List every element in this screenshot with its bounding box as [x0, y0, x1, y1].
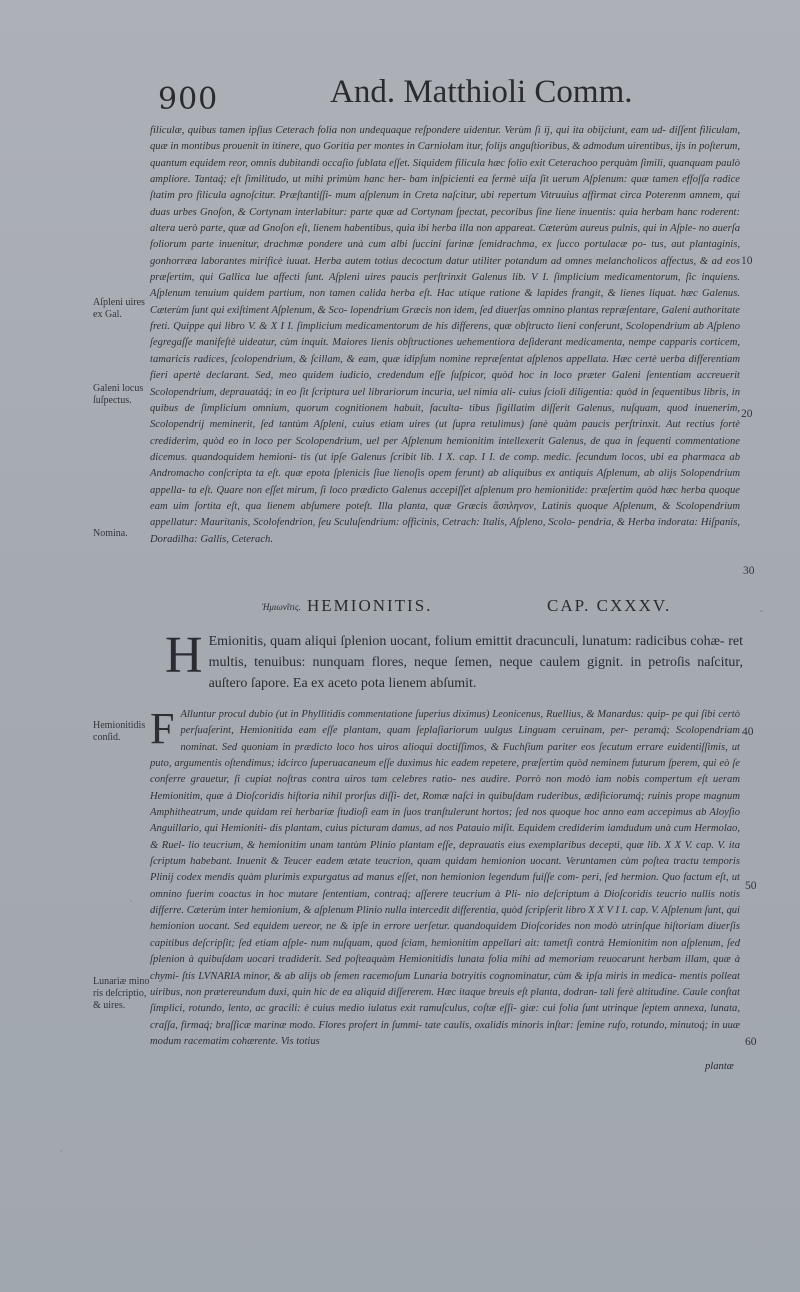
dioscorides-text [165, 627, 743, 694]
commentary-block-2-body: Alluntur procul dubio (ut in Phyllitidis commentatione ſuperius diximus) Leonicenus, Ruellius, & Manardus: quip- pe qui ſibi certò perſuaſerint, Hemionitida eam eſſe plantam, quam ſeplaſiariorum uulgus Linguam ceruinam, per- peramq́; Scolopendriam nominat. Sed quoniam in prædicto loco hos uiros alioqui doctiſſimos, & Fuchſium pariter eos ſecutum errare euidentiſſimis, ut puto, argumentis oſtendimus; idcirco ſuperuacaneum eſſe duximus hic eadem repetere, præſertim quòd neminem futurum ſperem, qui eò ſe conferre grauetur, ſi cupiat noſtras contra uiros tam celebres ratio- nes audire. Porrò non modò iam nobis compertum eſt ueram Hemionitim, quæ à Dioſcoridis hiſtoria nihil prorſus diſſi- det, Romæ naſci in quibuſdam ruderibus, ædificiorumq́; ruinis prope magnum Amphitheatrum, unde quidam rei herbariæ ſtudioſi eam in ſuos tranſtulerunt hortos; ſed nos quoque hoc anno eam accepimus ab Aloyſio Anguillario, qui Hemioniti- dis plantam, cuius picturam damus, ad nos Patauio miſit. Equidem crediderim iamdudum unà cum Hermolao, & Ruel- lio teucrium, & hemionitim unam tantùm Plinio plantam eſſe, deprauatis eius exemplaribus decepti, quæ lib. X X V. cap. V. ita ſcriptum habebant. Inuenit & Teucer eadem ætate teucrion, quam quidam hemionion uocant. Veruntamen cùm poſtea tractu temporis Plinij codex mendis quàm plurimis expurgatus ad manus eſſet, non hemionion legendum fuiſſe com- peri, ſed hermion. Quo factum eſt, ut omnino fuerim coactus in hoc mutare ſententiam, contraq́; aſſerere teucrium à Pli- nio deſcriptum à Dioſcoridis teucrio nullis notis differre. Cæterùm inter hemionium, & aſplenum Plinio nulla intercedit differentia, quòd ſcripſerit libro X X V I I. cap. V. Aſplenum ſunt, qui hemionion uocant. Sed equidem uereor, ne & ipſe in errore uerſetur. quandoquidem Dioſcorides non modò utrinſque hiſtoriam diuerſis capitibus deſcripſit; ſed etiam aſple- num nuſquam, quod ſciam, hemionitim appellari ait: tametſi contrà Hemionitim non aſplenum, ſed ſplenion à quibuſdam uocari tradiderit. Sed poſteaquàm Hemionitidis lunata folia mihi ad memoriam reuocarunt herbam illam, quæ à chymi- ſtis LVNARIA minor, & ab alijs ob ſemen racemoſum Lunaria botryitis cognominatur, cùm & ipſa miris in medica- mentis polleat uiribus, non prætereundum duxi, quin hic de ea aliquid diſſererem. Hæc itaque breuis eſt planta, dodran- tali ferè altitudine. Caule conſtat ſimplici, rotundo, lento, ac gracili: è cuius medio iulatus exit ramuſculus, coſtæ eſſi- giæ: cui folia ſunt utrinque ſeptem annexa, lunata, craſſa, firmaq́; braſſicæ marinæ modo. Flores profert in ſummi- tate caulis, oxalidis minoris inſtar: ſemine rufo, rotundo, minutoq́; in uuæ modum racematim cohærente. Vis totius [150, 709, 740, 1047]
line-number: 60 [745, 1036, 757, 1048]
dioscorides-text-body: Emionitis, quam aliqui ſplenion uocant, folium emittit dracunculi, lunatum: radicibus cohæ- ret multis, tenuibus: nunquam flores, neque ſemen, neque caulem gignit. in petroſis naſcitur, auſtero ſapore. Ea ex aceto pota lienem abſumit. [208, 634, 743, 691]
line-number: 40 [742, 726, 754, 738]
paper-speck [130, 900, 132, 902]
paper-speck [760, 610, 763, 612]
margin-note-galeni-locus: Galeni locus ſuſpectus. [93, 383, 144, 406]
catchword: plantæ [705, 1061, 734, 1072]
line-number: 10 [741, 255, 753, 267]
margin-note-aspleni-uires: Aſpleni uires ex Gal. [93, 297, 145, 320]
chapter-greek-name: Ἡμιωνῖτις. [262, 602, 301, 612]
drop-cap-f: F [150, 704, 175, 753]
running-head: And. Matthioli Comm. [330, 74, 633, 110]
commentary-block-1: filiculæ, quibus tamen ipſius Ceterach folia non undequaque reſpondere uidentur. Verùm ſi ij, qui ita obijciunt, eam ud- diſſent filiculam, quæ in montibus prouenit in itinere, quo Goritia per montes in Carniolam itur, folijs anguſtioribus, & admodum uirentibus, ijs in poſterum, quantum equidem reor, omnis dubitandi occaſio ſublata eſſet. Siquidem filicula hæc folio exit Ceterachoo perquàm ſimili, quanquam paulò ampliore. Tantaq́; eſt ſimilitudo, ut mihi primùm hanc her- bam inſpicienti ea fermè uiſa ſit uerum Aſplenum: quæ tamen effoſſa radice ſtatim pro filicula agnoſcitur. Præſtantiſſi- mum aſplenum in Creta naſcitur, ubi repertum Vitruuius affirmat circa Poterenm amnem, qui duas urbes Gnoſon, & Cortynam interlabitur: parte quæ ad Cortynam ſpectat, pecoribus ſine liene inuentis: quia herbam hanc roderent: altera uerò parte, quæ ad Gnoſon eſt, lienem habentibus, quia ibi herba illa non appareat. Cæterùm aureus pulnis, qui in Aſple- no auerſa foliorum parte inuenitur, drachmæ pondere unà cum albi ſuccini farinæ ſemidrachma, ex ſucco portulacæ po- tus, aut plantaginis, gonhorræa laborantes mirificè iuuat. Herba autem totius decoctum datur utiliter potandum ad omnes melancholicos affectus, & ad eos præſertim, qui Gallica lue affecti ſunt. Aſpleni uires paucis perſtrinxit Galenus lib. V I. ſimplicium medicamentorum, ſic inquiens. Aſplenum tenuium quidem partium, non tamen calida herba eſt. Hac utique ratione & lapides frangit, & lienes liquat. hæc Galenus. Cæterùm ſunt qui exiſtiment Aſplenum, & Sco- lopendrium Græcis non idem, ſed diuerſas omnino plantas repræſentare, Galeni authoritate freti. Quippe qui libro V. & X I I. ſimplicium medicamentorum de his differens, quæ obſtructo lieni conferunt, Scolopendrium ab Aſpleno ſegregaſſe manifeſtè uideatur, cùm inquit. Maiores lienis obſtructiones uehementiora deſiderant medicamenta, nempe capparis corticem, tamaricis radices, ſcolopendrium, & ſcillam, & eam, quæ idipſum nomine repræſentat aſplenos appellata. Hæc certè uerba differentiam fieri apertè declarant. Sed, meo quidem iudicio, credendum eſſe ſuſpicor, quòd hoc in loco præter Galeni ſententiam accreuerit Scolopendrium, deprauatáq́; in eo ſit ſcriptura uel librariorum incuria, uel nimia ali- cuius ſcioli diligentia: quòd in ſequentibus libris, in quibus de ſimplicium omnium, quorum cognitionem habuit, faculta- tibus ſigillatim diſſerit Galenus, nuſquam, quod inuenerim, Scolopendrij meminerit, ſed tantùm Aſpleni, cuius etiam uires (ut ſupra retulimus) ſanè quàm paucis perſtrinxit. Aut rectius fortè crediderim, quòd eo in loco per Scolopendrium, uel per Aſplenum hemionitim intellexerit Galenus, de qua in ſequenti commentatione dicemus. quandoquidem hemioni- tis (ut ipſe Galenus ſcribit lib. I X. cap. I I. de comp. medic. ſecundum locos, ubi ea pharmaca ab Andromacho conſcripta ta eſt. quæ epota ſplenicis ſiue lienoſis opem ferunt) ab aliquibus ex antiquis Aſplenum, ab alijs Solopendrium appella- ta eſt. Quare non eſſet mirum, ſi loco prædicto Galenus accepiſſet aſplenum pro hemionitide: præſertim quòd hæc herba quoque eam uim ſortita eſt, qua lienem abſumere poteſt. Illa planta, quæ Græcis ἄσπληνον, Latinis quoque Aſplenum, & Scolopendrium appellatur: Mauritanis, Scolofendrion, ſeu Sculuſendrium: officinis, Cetrach: Italis, Aſpleno, Scolo- pendria, & Herba indorata: Hiſpanis, Doradilha: Gallis, Ceterach. [150, 125, 740, 545]
line-number: 20 [741, 408, 753, 420]
paper-speck [60, 1150, 62, 1152]
page-number: 900 [158, 82, 219, 117]
margin-note-lunariae: Lunariæ mino ris deſcriptio, & uires. [93, 976, 150, 1011]
line-number: 30 [743, 565, 755, 577]
commentary-block-2 [150, 704, 740, 1050]
margin-note-nomina: Nomina. [93, 528, 128, 539]
line-number: 50 [745, 880, 757, 892]
chapter-number: CAP. CXXXV. [547, 596, 672, 615]
chapter-title: HEMIONITIS. [307, 596, 433, 615]
chapter-heading [0, 596, 800, 620]
margin-note-hemionitidis: Hemionitidis conſid. [93, 720, 146, 743]
page-header [0, 74, 800, 124]
drop-cap-h: H [165, 627, 203, 684]
